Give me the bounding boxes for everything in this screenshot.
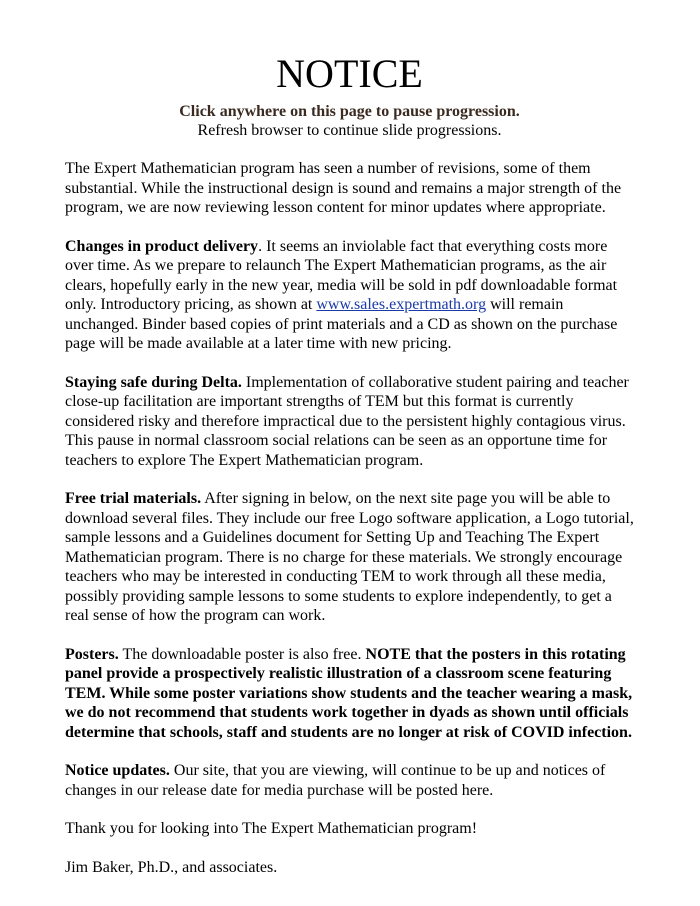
spacer: [65, 626, 634, 645]
delivery-paragraph: [65, 237, 634, 354]
delivery-text-2: will remain unchanged. Binder based copies of print materials and a CD as shown on the purchase page will be made available at a later time with new pricing.: [65, 296, 618, 352]
trial-text: After signing in below, on the next site page you will be able to download several files. They include our free Logo software application, a Logo tutorial, sample lessons and a Guidelines document for Setting Up and Teaching The Expert Mathematician program. There is no charge for these materials. We strongly encourage teachers who may be interested in conducting TEM to work through all these media, possibly providing sample lessons to some students to explore independently, to get a real sense of how the program can work.: [65, 490, 634, 624]
thanks-paragraph: Thank you for looking into The Expert Mathematician program!: [65, 820, 478, 837]
posters-note: NOTE that the posters in this rotating panel provide a prospectively realistic illustration of a classroom scene featuring TEM. While some poster variations show students and the teacher wearing a mask, we do not recommend that students work together in dyads as shown until officials determine that schools, staff and students are no longer at risk of COVID infection.: [65, 645, 633, 741]
delta-text: Implementation of collaborative student pairing and teacher close-up facilitation are important strengths of TEM but this format is currently considered risky and therefore impractical due to the persistent highly contagious virus. This pause in normal classroom social relations can be seen as an opportune time for teachers to explore The Expert Mathematician program.: [65, 373, 629, 469]
spacer: [65, 354, 634, 373]
delta-paragraph: [65, 373, 634, 471]
sales-link[interactable]: www.sales.expertmath.org: [316, 296, 487, 313]
updates-heading: Notice updates.: [65, 762, 170, 779]
posters-text: The downloadable poster is also free.: [118, 645, 366, 663]
delta-heading: Staying safe during Delta.: [65, 373, 242, 391]
posters-heading: Posters.: [65, 645, 119, 663]
signature: Jim Baker, Ph.D., and associates.: [65, 858, 278, 876]
intro-paragraph: The Expert Mathematician program has seen a number of revisions, some of them substantial. While the instructional design is sound and remains a major strength of the program, we are now reviewing lesson content for minor updates where appropriate.: [65, 160, 622, 216]
pause-instruction: Click anywhere on this page to pause progression.: [179, 103, 520, 120]
spacer: [65, 839, 634, 858]
trial-paragraph: [65, 489, 634, 626]
page-title: NOTICE: [276, 51, 423, 96]
trial-heading: Free trial materials.: [65, 490, 202, 507]
spacer: [65, 742, 634, 761]
updates-paragraph: [65, 761, 634, 800]
updates-text: Our site, that you are viewing, will continue to be up and notices of changes in our release date for media purchase will be posted here.: [65, 762, 606, 799]
spacer: [65, 470, 634, 489]
refresh-instruction: Refresh browser to continue slide progressions.: [197, 122, 502, 139]
posters-paragraph: [65, 645, 634, 743]
spacer: [65, 800, 634, 819]
spacer: [65, 140, 634, 159]
delivery-heading: Changes in product delivery: [65, 237, 259, 255]
spacer: [65, 218, 634, 237]
delivery-text-1: . It seems an inviolable fact that everything costs more over time. As we prepare to relaunch The Expert Mathematician programs, as the air clears, hopefully early in the new year, media will be sold in pdf downloadable format only. Introductory pricing, as shown at: [65, 237, 618, 313]
